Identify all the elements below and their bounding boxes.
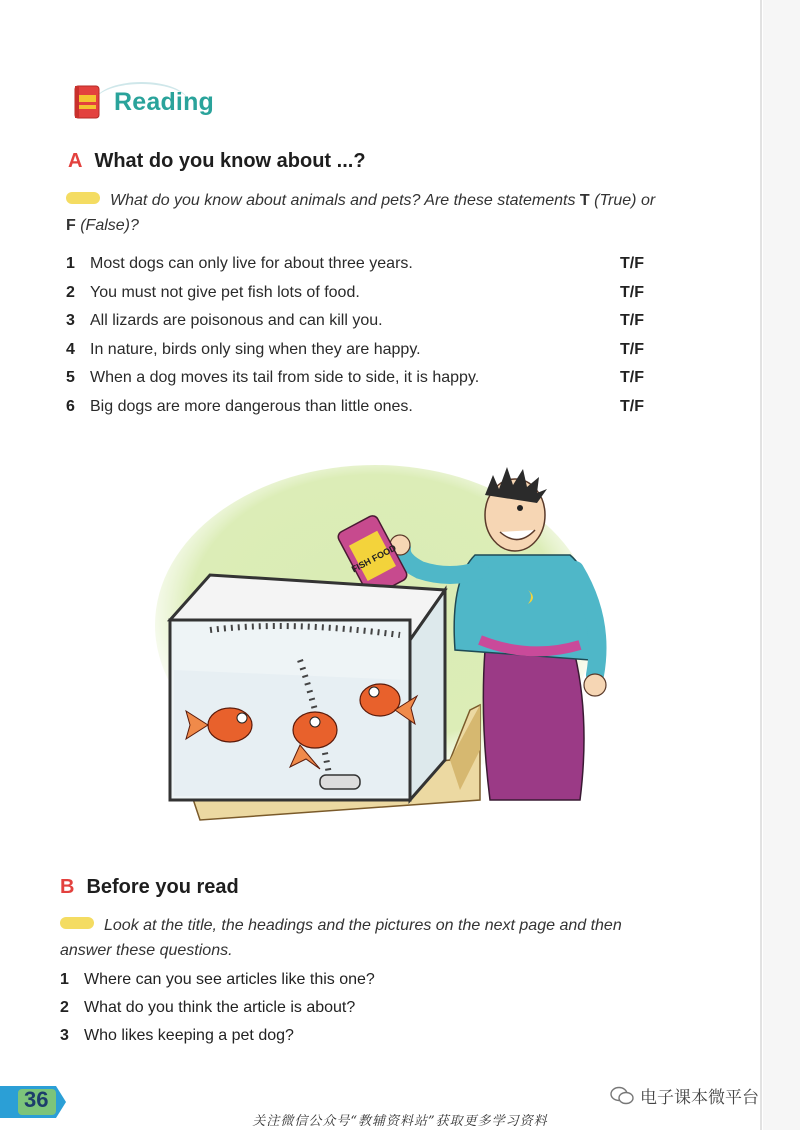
watermark-text: 电子课本微平台 (640, 1088, 759, 1107)
section-b-heading (60, 876, 239, 899)
statement-item (66, 336, 666, 365)
statement-text: Most dogs can only live for about three years. (90, 255, 413, 273)
statement-text: All lizards are poisonous and can kill you. (90, 312, 383, 330)
true-false-mark: T/F (620, 369, 644, 387)
statement-text: In nature, birds only sing when they are happy. (90, 340, 421, 358)
statement-item (66, 279, 666, 308)
statement-text: Big dogs are more dangerous than little ones. (90, 397, 413, 415)
page-number: 36 (24, 1087, 49, 1112)
page-gutter (763, 0, 800, 1130)
statement-item (66, 250, 666, 279)
statement-number: 2 (66, 283, 75, 301)
question-list (60, 966, 375, 1050)
statement-item (66, 393, 666, 422)
section-a-heading (68, 150, 366, 173)
section-b-title: Before you read (86, 876, 239, 898)
true-false-mark: T/F (620, 312, 644, 330)
statement-number: 3 (66, 312, 75, 330)
question-item (60, 994, 375, 1022)
section-a-instruction: What do you know about animals and pets? Are these statements T (True) or F (False)? (66, 192, 656, 234)
instruction-marker (66, 192, 100, 204)
statement-number: 5 (66, 369, 75, 387)
statement-item (66, 307, 666, 336)
question-text: Where can you see articles like this one? (84, 971, 375, 988)
fish-tank (170, 575, 445, 800)
reading-title: Reading (114, 87, 215, 116)
true-false-mark: T/F (620, 340, 644, 358)
section-a-title: What do you know about ...? (94, 150, 366, 172)
statement-item (66, 364, 666, 393)
fish-tank-illustration (150, 460, 620, 840)
section-b-letter: B (60, 876, 75, 898)
true-false-mark: T/F (620, 255, 644, 273)
section-a-letter: A (68, 150, 83, 172)
question-text: What do you think the article is about? (84, 999, 356, 1016)
question-item (60, 1022, 375, 1050)
watermark (610, 1083, 759, 1108)
page-edge-line (760, 0, 762, 1130)
true-false-mark: T/F (620, 283, 644, 301)
instruction-marker (60, 917, 94, 929)
statement-number: 6 (66, 397, 75, 415)
book-icon (72, 83, 102, 121)
statement-number: 4 (66, 340, 75, 358)
chat-bubble-icon (610, 1086, 634, 1106)
question-number: 1 (60, 971, 69, 988)
footer-note: 关注微信公众号“教辅资料站”获取更多学习资料 (252, 1114, 548, 1129)
true-false-mark: T/F (620, 397, 644, 415)
statement-list (66, 250, 666, 421)
question-number: 3 (60, 1027, 69, 1044)
statement-number: 1 (66, 255, 75, 273)
section-b-instruction: Look at the title, the headings and the pictures on the next page and then answer these questions. (60, 917, 622, 959)
statement-text: You must not give pet fish lots of food. (90, 283, 360, 301)
can-label: FISH FOOD (349, 542, 398, 575)
reading-header (72, 80, 214, 124)
question-text: Who likes keeping a pet dog? (84, 1027, 294, 1044)
statement-text: When a dog moves its tail from side to side, it is happy. (90, 369, 480, 387)
question-number: 2 (60, 999, 69, 1016)
question-item (60, 966, 375, 994)
